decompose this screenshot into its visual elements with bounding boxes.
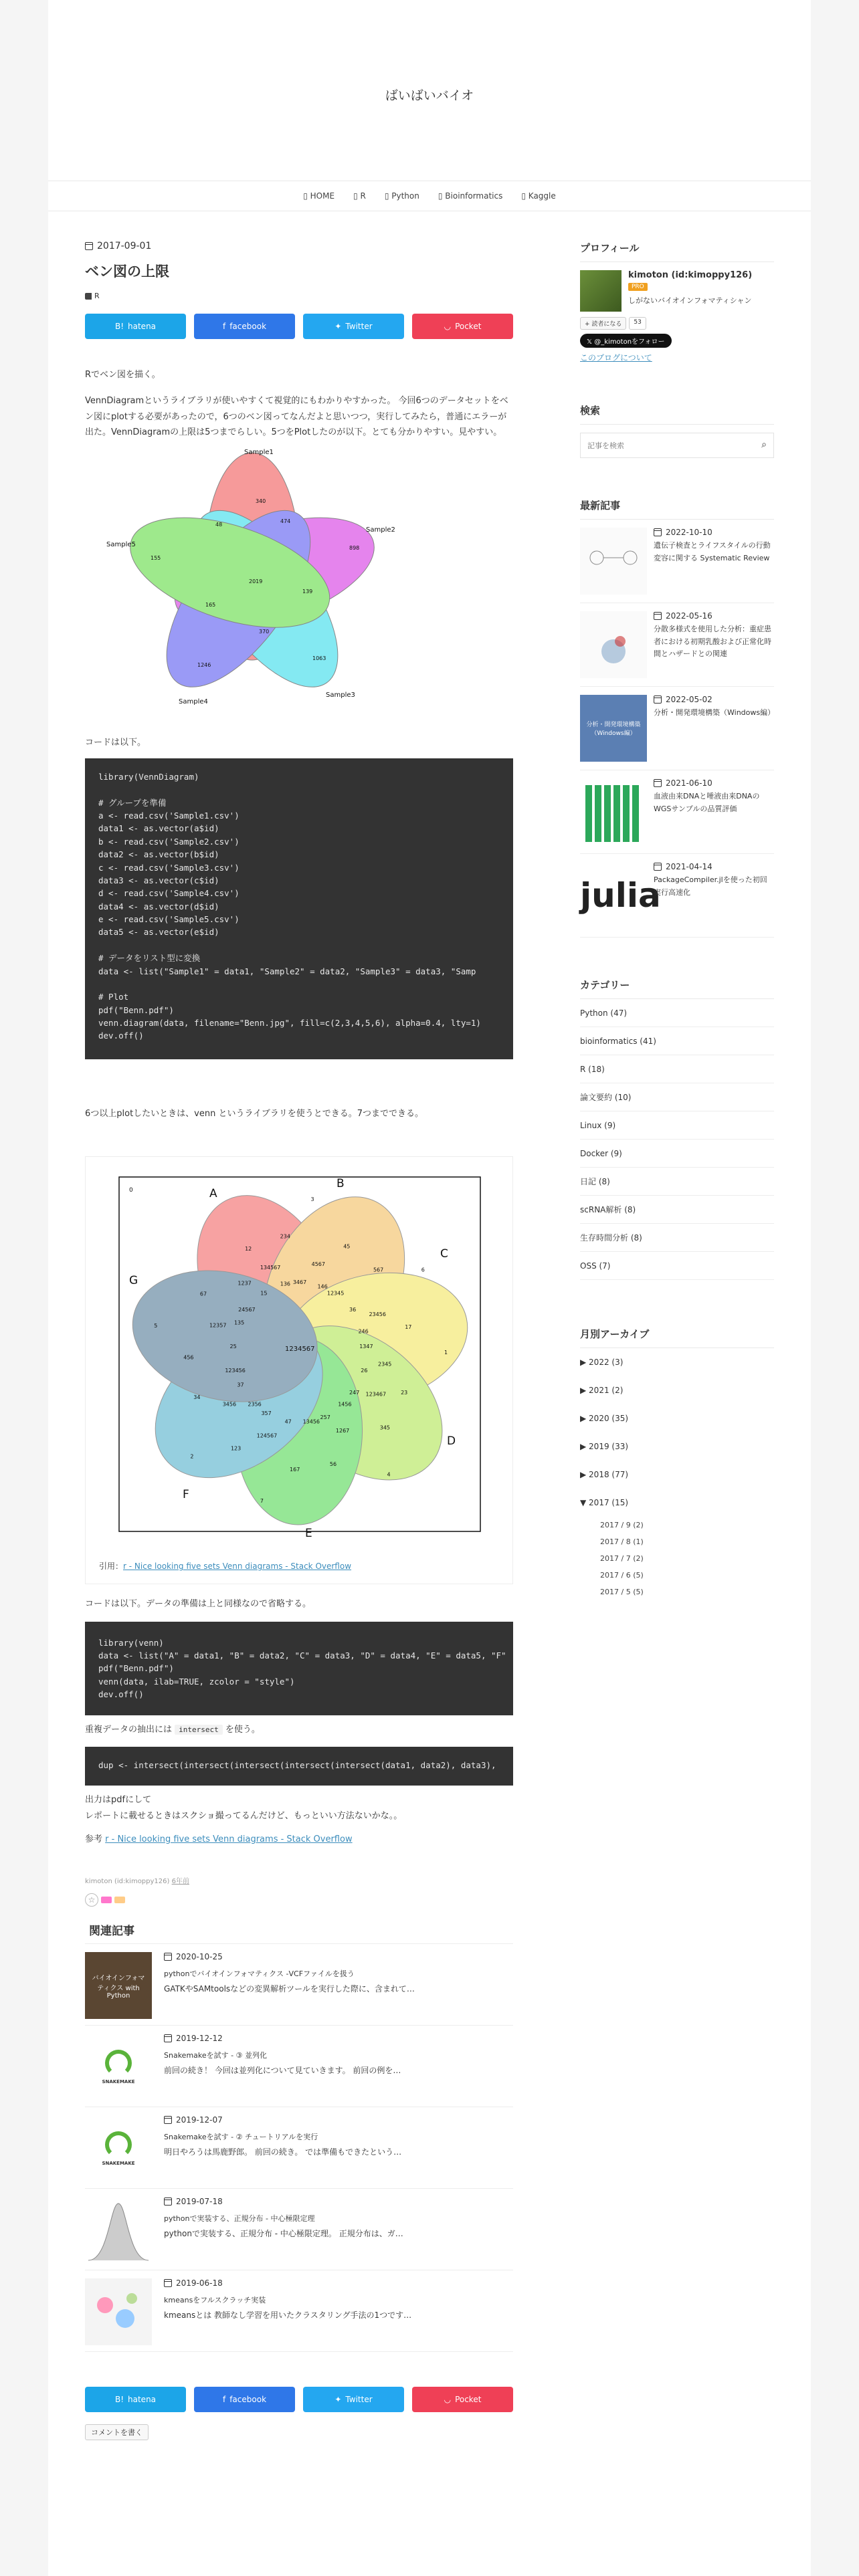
venn5-num: 155 <box>151 554 161 561</box>
venn7-letter-b: B <box>337 1177 345 1191</box>
venn7-region-label: 247 <box>349 1390 360 1396</box>
related-item[interactable] <box>85 2189 513 2270</box>
related-thumb[interactable] <box>85 2197 152 2264</box>
venn7-region-label: 167 <box>290 1467 300 1473</box>
share-label: Twitter <box>345 322 373 331</box>
category-item[interactable]: 論文要約 (10) <box>580 1083 774 1111</box>
category-item[interactable]: R (18) <box>580 1055 774 1083</box>
share-hatena-button[interactable] <box>85 2387 186 2412</box>
calendar-icon <box>654 528 662 536</box>
twitter-follow-button[interactable] <box>580 334 672 348</box>
venn7-region-label: 123467 <box>365 1391 387 1398</box>
archive-year-label[interactable]: 2021 (2) <box>589 1386 624 1395</box>
share-label: hatena <box>128 2395 157 2405</box>
venn7-region-label: 136 <box>280 1281 291 1287</box>
article-tags <box>85 292 513 300</box>
calendar-icon <box>164 2116 172 2124</box>
venn5-num: 165 <box>205 601 216 608</box>
venn7-region-label: 56 <box>329 1461 337 1468</box>
paragraph: コードは以下。データの準備は上と同様なので省略する。 <box>85 1599 312 1610</box>
venn5-num: 48 <box>215 521 223 528</box>
nav-label: Bioinformatics <box>445 191 503 201</box>
archive-month[interactable]: 2017 / 6 (5) <box>600 1571 644 1580</box>
calendar-icon <box>164 2034 172 2042</box>
recent-date <box>654 778 774 788</box>
venn7-region-label: 134567 <box>260 1265 281 1271</box>
related-item-title[interactable]: Snakemakeを試す - ③ 並列化 <box>164 2051 267 2060</box>
venn7-region-label: 26 <box>361 1368 368 1374</box>
related-item-title[interactable]: pythonでバイオインフォマティクス -VCFファイルを扱う <box>164 1969 355 1979</box>
venn5-diagram <box>98 446 406 707</box>
recent-item[interactable] <box>580 854 774 938</box>
calendar-icon <box>164 2279 172 2287</box>
caret-right-icon[interactable]: ▶ <box>580 1470 589 1479</box>
venn7-region-label: 17 <box>405 1324 412 1331</box>
venn7-center: 1234567 <box>285 1346 315 1354</box>
venn7-region-label: 34 <box>193 1394 201 1401</box>
venn7-figure <box>85 1156 513 1584</box>
venn7-region-label: 67 <box>199 1291 207 1297</box>
nav-item-bioinformatics[interactable]: ▯ Bioinformatics <box>438 191 503 201</box>
venn7-region-label: 36 <box>349 1307 357 1313</box>
venn7-region-label: 1347 <box>359 1344 373 1350</box>
venn7-region-label: 123456 <box>225 1368 246 1374</box>
share-label: facebook <box>229 322 267 331</box>
nav-label: HOME <box>310 191 335 201</box>
page-wrapper <box>48 0 811 2576</box>
snakemake-icon <box>105 2050 132 2076</box>
recent-title[interactable]: PackageCompiler.jlを使った初回実行高速化 <box>654 875 767 897</box>
reference-link[interactable]: r - Nice looking five sets Venn diagrams - Stack Overflow <box>105 1834 353 1844</box>
category-item[interactable]: Python (47) <box>580 999 774 1027</box>
archive-year-label[interactable]: 2022 (3) <box>589 1358 624 1367</box>
category-item[interactable]: 生存時間分析 (8) <box>580 1224 774 1252</box>
venn7-letter-g: G <box>129 1274 138 1288</box>
share-buttons-bottom <box>85 2387 513 2412</box>
related-date <box>164 2034 401 2043</box>
venn7-region-label: 1267 <box>335 1428 350 1434</box>
related-excerpt: 明日やろうは馬鹿野郎。 前回の続き。 では準備もできたという… <box>164 2147 402 2157</box>
venn7-region-label: 45 <box>343 1243 351 1250</box>
recent-date-text: 2022-05-16 <box>666 611 712 621</box>
venn7-region-label: 24567 <box>238 1307 256 1313</box>
reader-row <box>580 317 774 330</box>
paragraph: レポートに載せるときはスクショ撮ってるんだけど、もっといい方法ないかな。。 <box>85 1810 403 1821</box>
profile-box <box>580 261 774 312</box>
venn7-region-label: 4567 <box>311 1261 325 1268</box>
recent-item[interactable] <box>580 687 774 770</box>
venn5-num: 474 <box>280 518 291 524</box>
facebook-icon: f <box>222 322 226 331</box>
sidebar <box>580 241 774 1600</box>
category-item[interactable]: 日記 (8) <box>580 1168 774 1196</box>
venn7-region-label: 23 <box>401 1390 408 1396</box>
recent-title[interactable]: 遺伝子検査とライフスタイルの行動変容に関する Systematic Review <box>654 541 771 562</box>
caret-right-icon[interactable]: ▶ <box>580 1414 589 1423</box>
venn7-region-label: 6 <box>421 1267 425 1273</box>
recent-date-text: 2021-04-14 <box>666 862 712 871</box>
calendar-icon <box>164 2197 172 2206</box>
archive-month[interactable]: 2017 / 7 (2) <box>600 1554 644 1563</box>
archive-year[interactable] <box>580 1376 774 1404</box>
category-list <box>580 998 774 1280</box>
paragraph <box>85 1722 513 1737</box>
share-buttons-top <box>85 314 513 339</box>
category-item[interactable]: scRNA解析 (8) <box>580 1196 774 1224</box>
caret-right-icon[interactable]: ▶ <box>580 1358 589 1367</box>
search-icon[interactable]: ⌕ <box>761 439 767 450</box>
article-title[interactable]: ベン図の上限 <box>85 263 169 280</box>
paragraph: 出力はpdfにして <box>85 1795 152 1806</box>
text: を使う。 <box>225 1724 260 1735</box>
share-twitter-button[interactable] <box>303 2387 404 2412</box>
venn7-region-label: 357 <box>261 1410 272 1417</box>
sidebar-category-title: カテゴリー <box>580 979 630 991</box>
related-thumb[interactable] <box>85 2115 152 2182</box>
share-label: Pocket <box>455 2395 482 2405</box>
code-block-1[interactable]: library(VennDiagram) # グループを準備 a <- read.csv('Sample1.csv') data1 <- as.vector(a$id) b <- read.csv('Sample2.csv') data2 <- as.vector(b$id) c <- read.csv('Sample3.csv') data3 <- as.vector(c$id) d <- read.csv('Sample4.csv') data4 <- as.vector(d$id) e <- read.csv('Sample5.csv') data5 <- as.vector(e$id) # データをリスト型に変換 data <- list("Sample1" = data1, "Sample2" = data2, "Sample3" = data3, "Samp # Plot pdf("Benn.pdf") venn.diagram(data, filename="Benn.jpg", fill=c(2,3,4,5,6), alpha=0.4, lty=1) dev.off() <box>85 758 513 1059</box>
search-box <box>580 424 774 458</box>
venn7-region-label: 3 <box>310 1196 314 1203</box>
related-item[interactable] <box>85 1944 513 2026</box>
archive-year[interactable] <box>580 1489 774 1517</box>
nav-label: Kaggle <box>528 191 556 201</box>
recent-thumb[interactable]: julia <box>580 876 661 915</box>
permalink[interactable]: 6年前 <box>171 1878 189 1886</box>
archive-month[interactable]: 2017 / 8 (1) <box>600 1537 644 1546</box>
x-icon: 𝕏 <box>587 338 595 346</box>
text: 重複データの抽出には <box>85 1724 173 1735</box>
venn5-label-s5: Sample5 <box>106 540 136 548</box>
venn7-region-label: 246 <box>358 1328 369 1335</box>
venn7-region-label: 1 <box>444 1350 448 1356</box>
related-excerpt: 前回の続き！ 今回は並列化について見ていきます。 前回の例を… <box>164 2066 401 2076</box>
related-item[interactable] <box>85 2270 513 2352</box>
star-color-icon[interactable] <box>101 1897 112 1903</box>
main-column <box>85 241 513 2440</box>
nav-label: R <box>360 191 366 201</box>
paragraph: Rでベン図を描く。 <box>85 370 161 380</box>
share-hatena-button[interactable] <box>85 314 186 339</box>
category-item[interactable]: Linux (9) <box>580 1111 774 1140</box>
share-label: facebook <box>229 2395 267 2405</box>
related-date <box>164 2278 411 2288</box>
archive-year-label[interactable]: 2017 (15) <box>589 1498 629 1507</box>
related-excerpt: pythonで実装する、正規分布 - 中心極限定理。 正規分布は、ガ… <box>164 2229 403 2239</box>
venn5-label-s4: Sample4 <box>179 697 208 706</box>
venn7-region-label: 2356 <box>248 1401 262 1408</box>
sidebar-profile-title: プロフィール <box>580 242 640 254</box>
recent-thumb[interactable] <box>580 611 647 678</box>
recent-item[interactable] <box>580 520 774 603</box>
venn7-region-label: 12345 <box>326 1290 345 1297</box>
thumb-text: SNAKEMAKE <box>102 2161 135 2167</box>
recent-date <box>654 862 774 871</box>
about-link[interactable]: このブログについて <box>580 353 652 362</box>
recent-item[interactable] <box>580 770 774 854</box>
pro-badge: PRO <box>628 283 648 291</box>
nav-item-python[interactable]: ▯ Python <box>384 191 419 201</box>
recent-title[interactable]: 分析・開発環境構築（Windows編） <box>654 708 775 717</box>
venn7-diagram <box>99 1170 500 1545</box>
paragraph <box>85 1832 513 1847</box>
tag-icon <box>85 293 92 300</box>
nav-label: Python <box>391 191 419 201</box>
venn7-region-label: 23456 <box>369 1311 386 1318</box>
archive-year[interactable] <box>580 1461 774 1489</box>
venn7-region-label: 345 <box>379 1424 391 1431</box>
sidebar-recent-title: 最新記事 <box>580 500 621 512</box>
archive-month[interactable]: 2017 / 5 (5) <box>600 1588 644 1596</box>
venn7-caption <box>99 1560 499 1574</box>
tag-link-r[interactable]: R <box>94 292 100 300</box>
hatena-icon: B! <box>114 2395 124 2405</box>
snakemake-icon <box>105 2131 132 2158</box>
related-thumb[interactable] <box>85 2278 152 2345</box>
search-field-wrap <box>580 433 774 458</box>
profile-name[interactable]: kimoton (id:kimoppy126) <box>628 270 753 280</box>
related-title: 関連記事 <box>89 1925 134 1939</box>
venn7-region-label: 25 <box>229 1344 237 1350</box>
venn7-region-label: 2345 <box>378 1361 392 1368</box>
caption-link[interactable]: r - Nice looking five sets Venn diagrams - Stack Overflow <box>123 1562 352 1572</box>
recent-thumb[interactable] <box>580 528 647 595</box>
archive-year-label[interactable]: 2019 (33) <box>589 1442 629 1451</box>
archive-year-label[interactable]: 2020 (35) <box>589 1414 629 1423</box>
related-item-title[interactable]: pythonで実装する、正規分布 - 中心極限定理 <box>164 2214 315 2224</box>
twitter-icon: ✦ <box>335 322 342 331</box>
venn5-num: 139 <box>302 588 313 595</box>
related-date-text: 2019-07-18 <box>176 2197 223 2207</box>
recent-date <box>654 528 774 537</box>
sidebar-archive-title: 月別アーカイブ <box>580 1328 650 1340</box>
nav-item-kaggle[interactable]: ▯ Kaggle <box>521 191 556 201</box>
inline-code: intersect <box>175 1725 223 1735</box>
venn7-region-label: 5 <box>154 1323 158 1329</box>
related-item-title[interactable]: kmeansをフルスクラッチ実装 <box>164 2296 266 2305</box>
related-date-text: 2019-12-12 <box>176 2034 223 2044</box>
profile-desc: しがないバイオインフォマティシャン <box>628 296 752 305</box>
venn7-region-label: 3456 <box>222 1401 237 1408</box>
text: 参考 <box>85 1834 103 1844</box>
venn7-region-label: 1456 <box>338 1401 352 1408</box>
calendar-icon <box>654 863 662 871</box>
avatar[interactable] <box>580 270 622 312</box>
thumb-text: SNAKEMAKE <box>102 2079 135 2085</box>
recent-date-text: 2022-10-10 <box>666 528 712 537</box>
search-input[interactable] <box>581 433 773 457</box>
archive-year[interactable] <box>580 1404 774 1432</box>
venn7-region-label: 567 <box>373 1267 384 1273</box>
recent-date <box>654 695 774 704</box>
recent-date <box>654 611 774 621</box>
category-item[interactable]: OSS (7) <box>580 1252 774 1280</box>
article-footer <box>85 1875 513 1885</box>
related-excerpt: GATKやSAMtoolsなどの変異解析ツールを実行した際に、含まれて… <box>164 1984 415 1994</box>
venn7-region-label: 37 <box>237 1382 244 1388</box>
reader-count: 53 <box>629 317 646 330</box>
venn7-region-label: 3467 <box>292 1279 307 1286</box>
venn7-letter-e: E <box>305 1527 312 1541</box>
recent-thumb[interactable]: 分析・開発環境構築（Windows編） <box>580 695 647 762</box>
venn7-letter-a: A <box>209 1187 217 1201</box>
category-item[interactable]: Docker (9) <box>580 1140 774 1168</box>
author-link[interactable]: kimoton (id:kimoppy126) <box>85 1878 170 1886</box>
caret-right-icon[interactable]: ▶ <box>580 1442 589 1451</box>
share-facebook-button[interactable] <box>194 314 295 339</box>
caption-prefix: 引用： <box>99 1562 124 1572</box>
venn7-region-label: 257 <box>320 1414 330 1421</box>
venn7-region-label: 124567 <box>256 1433 278 1440</box>
twitter-icon: ✦ <box>335 2395 342 2405</box>
nav-item-r[interactable]: ▯ R <box>353 191 366 201</box>
nav-item-home[interactable]: ▯ HOME <box>303 191 335 201</box>
venn5-num: 1246 <box>197 661 211 668</box>
venn5-center: 2019 <box>249 578 263 584</box>
related-item[interactable] <box>85 2026 513 2107</box>
archive-year[interactable] <box>580 1432 774 1461</box>
recent-date-text: 2021-06-10 <box>666 778 712 788</box>
category-item[interactable]: bioinformatics (41) <box>580 1027 774 1055</box>
venn7-region-label: 12357 <box>209 1322 227 1329</box>
paragraph: 6つ以上plotしたいときは、venn というライブラリを使うとできる。7つまでできる。 <box>85 1108 423 1119</box>
hatena-icon: B! <box>114 322 124 331</box>
calendar-icon <box>654 695 662 704</box>
venn7-region-label: 234 <box>280 1233 290 1240</box>
venn7-region-label: 15 <box>260 1290 268 1297</box>
venn5-num: 340 <box>256 498 266 504</box>
caret-down-icon[interactable]: ▼ <box>580 1498 589 1507</box>
calendar-icon <box>85 242 93 250</box>
recent-list <box>580 519 774 938</box>
venn7-region-label: 7 <box>260 1498 264 1505</box>
venn7-region-label: 1237 <box>237 1280 252 1287</box>
related-date-text: 2020-10-25 <box>176 1952 223 1962</box>
venn7-letter-c: C <box>440 1247 448 1261</box>
reader-button[interactable]: + 読者になる <box>580 317 626 330</box>
blog-title[interactable]: ばいばいバイオ <box>385 88 474 103</box>
sidebar-search-title: 検索 <box>580 405 601 417</box>
calendar-icon <box>654 612 662 620</box>
paragraph: VennDiagramというライブラリが使いやすくて視覚的にもわかりやすかった。 今回6つのデータセットをベン図にplotする必要があったので，6つのベン図ってなんだよと思いつつ，実行してみたら，普通にエラーが出た。VennDiagramの上限は5つまでらしい。5つをPlotしたのが以下。とても分かりやすい。見やすい。 <box>85 396 508 438</box>
code-block-3[interactable]: dup <- intersect(intersect(intersect(intersect(intersect(data1, data2), data3), <box>85 1747 513 1786</box>
related-date-text: 2019-12-07 <box>176 2115 223 2125</box>
venn5-label-s2: Sample2 <box>366 526 395 534</box>
venn7-region-label: 2 <box>190 1453 194 1460</box>
code-block-2[interactable]: library(venn) data <- list("A" = data1, "B" = data2, "C" = data3, "D" = data4, "E" = data5, "F" pdf("Benn.pdf") venn(data, ilab=TRUE, zcolor = "style") dev.off() <box>85 1622 513 1715</box>
venn5-num: 370 <box>259 628 270 635</box>
venn7-region-label: 12 <box>245 1246 252 1253</box>
facebook-icon: f <box>222 2395 226 2405</box>
share-pocket-button[interactable] <box>412 314 513 339</box>
venn7-region-label: 13456 <box>302 1418 320 1425</box>
related-thumb[interactable] <box>85 2034 152 2101</box>
venn7-region-label: 123 <box>230 1445 242 1452</box>
recent-title[interactable]: 分散多様式を使用した分析：重症患者における初期乳酸および正常化時間とハザードとの関連 <box>654 625 771 659</box>
venn7-region-label: 135 <box>233 1319 245 1326</box>
twitter-follow-label: @_kimotonをフォロー <box>594 338 665 346</box>
pocket-icon: ◡ <box>444 322 452 331</box>
related-date <box>164 2115 401 2125</box>
share-label: hatena <box>128 322 157 331</box>
venn7-region-label: 4 <box>387 1471 391 1478</box>
related-item[interactable] <box>85 2107 513 2189</box>
venn7-letter-d: D <box>447 1434 456 1448</box>
reader-label: 読者になる <box>591 321 622 328</box>
archive-year[interactable] <box>580 1348 774 1376</box>
archive-list <box>580 1348 774 1600</box>
related-item-title[interactable]: Snakemakeを試す - ② チュートリアルを実行 <box>164 2133 318 2142</box>
share-facebook-button[interactable] <box>194 2387 295 2412</box>
share-twitter-button[interactable] <box>303 314 404 339</box>
share-pocket-button[interactable] <box>412 2387 513 2412</box>
calendar-icon <box>654 779 662 787</box>
pocket-icon: ◡ <box>444 2395 452 2405</box>
star-color-icon[interactable] <box>114 1897 125 1903</box>
comment-button[interactable]: コメントを書く <box>85 2424 149 2440</box>
add-star-icon[interactable]: ☆ <box>85 1893 98 1907</box>
venn7-letter-f: F <box>183 1488 189 1502</box>
recent-title[interactable]: 血液由来DNAと唾液由来DNAのWGSサンプルの品質評価 <box>654 792 760 813</box>
recent-item[interactable] <box>580 603 774 687</box>
caret-right-icon[interactable]: ▶ <box>580 1386 589 1395</box>
venn7-region-label: 47 <box>284 1418 292 1425</box>
related-excerpt: kmeansとは 教師なし学習を用いたクラスタリング手法の1つです… <box>164 2311 412 2321</box>
calendar-icon <box>164 1953 172 1961</box>
venn5-label-s3: Sample3 <box>326 691 355 699</box>
article-date-text[interactable]: 2017-09-01 <box>97 241 152 251</box>
related-list <box>85 1943 513 2352</box>
related-date <box>164 1952 415 1961</box>
archive-month[interactable]: 2017 / 9 (2) <box>600 1521 644 1529</box>
paragraph: コードは以下。 <box>85 737 147 748</box>
global-nav <box>48 181 811 211</box>
related-thumb[interactable]: バイオインフォマティクス with Python <box>85 1952 152 2019</box>
share-label: Twitter <box>345 2395 373 2405</box>
venn7-region-label: 146 <box>317 1283 328 1290</box>
venn7-region-label: 456 <box>183 1354 194 1361</box>
venn5-num: 898 <box>349 544 360 551</box>
archive-year-label[interactable]: 2018 (77) <box>589 1470 629 1479</box>
recent-date-text: 2022-05-02 <box>666 695 712 704</box>
venn5-num: 1063 <box>312 655 326 661</box>
share-label: Pocket <box>455 322 482 331</box>
star-area <box>85 1893 513 1907</box>
article-date <box>85 241 513 251</box>
venn5-label-s1: Sample1 <box>244 448 274 456</box>
related-date <box>164 2197 403 2206</box>
recent-thumb[interactable] <box>580 778 647 845</box>
related-date-text: 2019-06-18 <box>176 2278 223 2288</box>
venn7-zero: 0 <box>129 1187 133 1194</box>
